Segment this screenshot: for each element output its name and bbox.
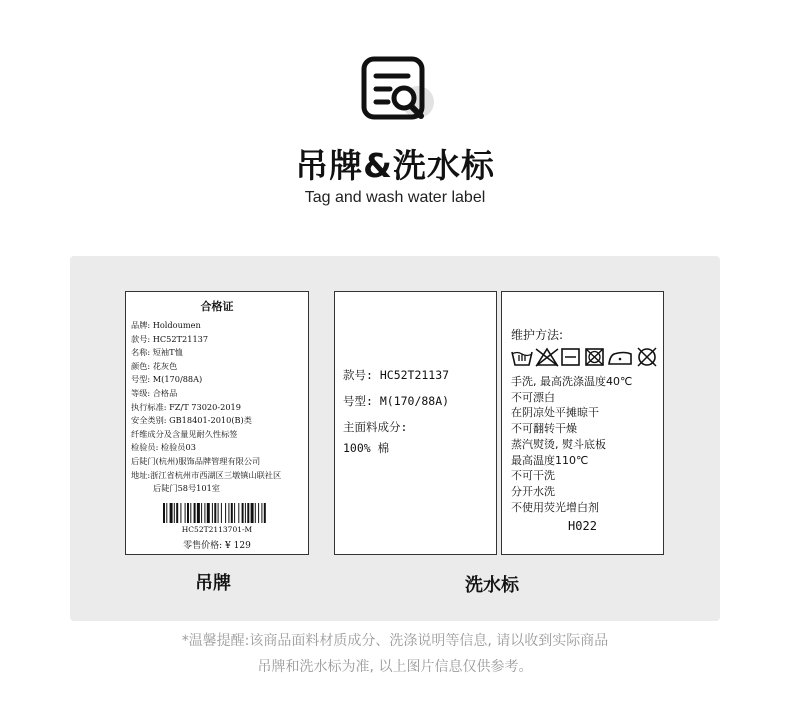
label-panel (70, 256, 720, 621)
document-search-icon (360, 56, 440, 126)
no-tumble-dry-icon (586, 349, 603, 365)
retail-price: 零售价格: ¥ 129 (183, 541, 251, 551)
caption-tag: 吊牌 (195, 573, 231, 594)
page-title: 吊牌&洗水标 (295, 146, 495, 185)
barcode (163, 503, 271, 523)
tag-line: 名称: 短袖T恤 (131, 347, 183, 358)
caption-wash-label: 洗水标 (465, 575, 519, 596)
iron-low-icon (609, 353, 631, 365)
tag-line: 检验员: 检验员03 (131, 442, 196, 453)
tag-lines (131, 319, 305, 496)
tag-line: 号型: M(170/88A) (131, 374, 203, 385)
barcode-number: HC52T2113701-M (181, 525, 253, 534)
page-subtitle: Tag and wash water label (304, 189, 486, 206)
disclaimer-line-1: *温馨提醒:该商品面料材质成分、洗涤说明等信息, 请以收到实际商品 (181, 633, 609, 649)
care-line: 不使用荧光增白剂 (511, 500, 599, 514)
tag-heading: 合格证 (200, 300, 234, 313)
tag-line: 安全类别: GB18401-2010(B)类 (131, 415, 252, 426)
care-line: 不可漂白 (511, 390, 555, 404)
wash-label-code: H022 (568, 519, 597, 533)
hand-wash-icon (512, 352, 532, 365)
tag-line: 纤维成分及含量见耐久性标签 (131, 428, 238, 439)
tag-line: 品牌: Holdoumen (131, 320, 201, 330)
care-line: 手洗, 最高洗涤温度40℃ (511, 375, 633, 388)
care-line: 不可翻转干燥 (511, 422, 577, 436)
wash-style-number: 款号: HC52T21137 (343, 368, 450, 382)
tag-line: 颜色: 花灰色 (131, 360, 178, 371)
tag-line: 等级: 合格品 (131, 387, 178, 398)
wash-label-card-front (334, 291, 497, 555)
care-line: 在阴凉处平摊晾干 (511, 406, 599, 420)
tag-line: 后陡门(杭州)服饰品牌管理有限公司 (131, 455, 261, 466)
tag-line: 执行标准: FZ/T 73020-2019 (131, 401, 241, 412)
no-bleach-icon (536, 349, 558, 366)
wash-fabric-heading: 主面料成分: (343, 420, 408, 434)
no-dry-clean-icon (638, 348, 656, 366)
care-instructions (511, 374, 659, 515)
care-line: 蒸汽熨烫, 熨斗底板 (511, 437, 606, 451)
care-line: 分开水洗 (511, 484, 555, 498)
wash-fabric-composition: 100% 棉 (343, 441, 390, 455)
wash-size: 号型: M(170/88A) (343, 394, 450, 408)
tag-line: 款号: HC52T21137 (131, 333, 209, 344)
wash-label-card-care (501, 291, 664, 555)
care-heading: 维护方法: (511, 328, 564, 342)
tag-line: 地址:浙江省杭州市西湖区三墩镇山联社区 (131, 469, 282, 480)
tag-line: 后陡门58号101室 (153, 483, 220, 494)
care-line: 不可干洗 (511, 469, 555, 483)
care-symbols (510, 346, 660, 368)
care-line: 最高温度110℃ (511, 453, 589, 467)
tag-card (125, 291, 309, 555)
disclaimer-line-2: 吊牌和洗水标为准, 以上图片信息仅供参考。 (257, 659, 533, 675)
tumble-dry-flat-icon (562, 349, 579, 365)
